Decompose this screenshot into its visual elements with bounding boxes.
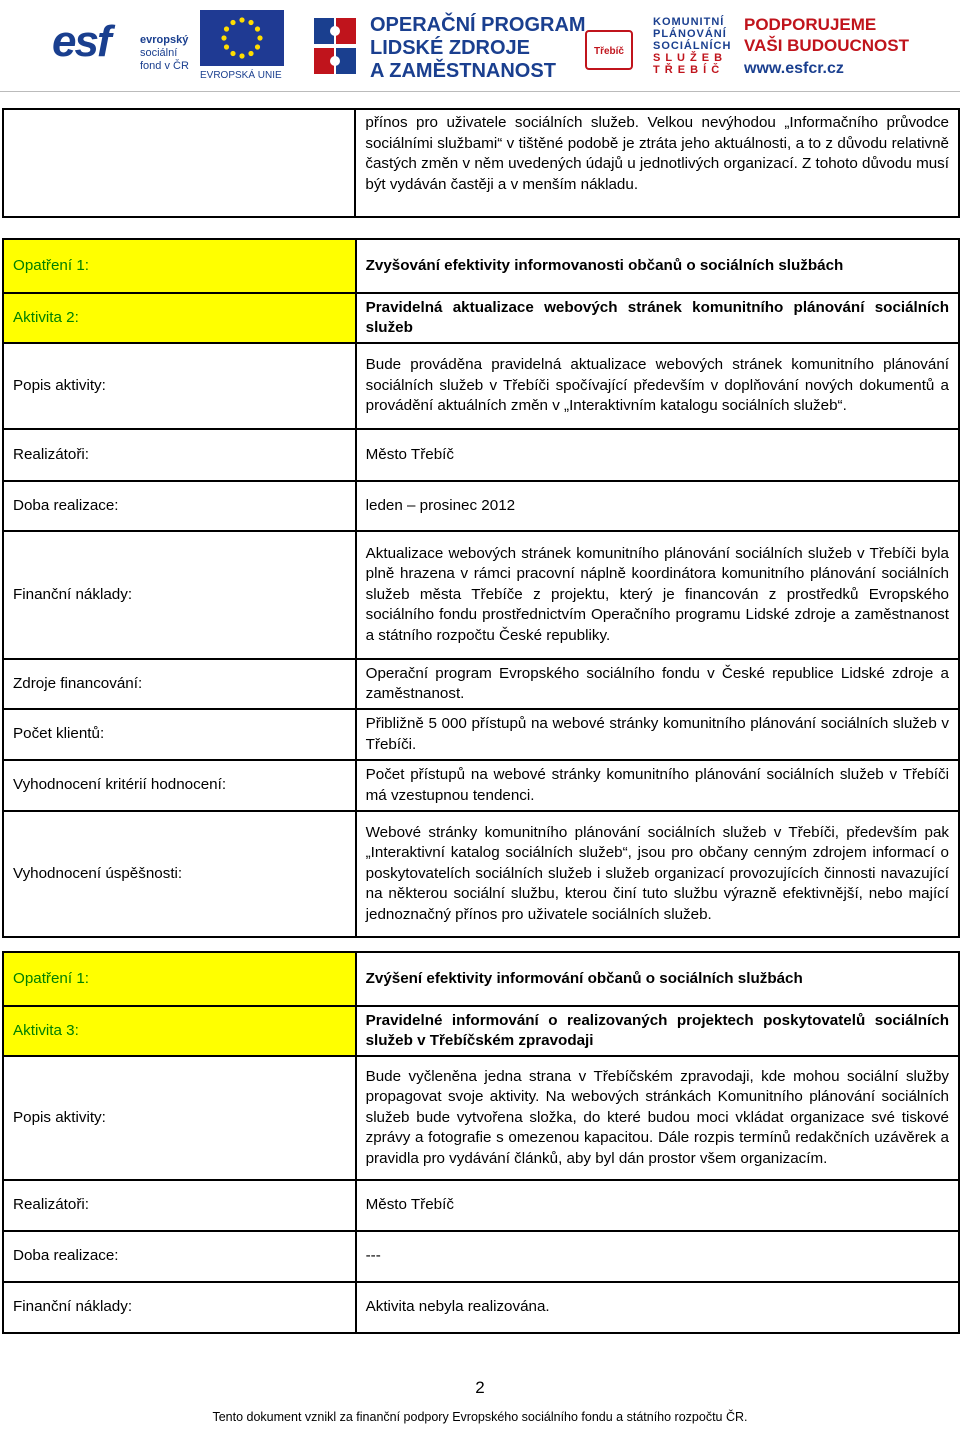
activity-label: Aktivita 3:	[3, 1006, 356, 1056]
description-value: Bude vyčleněna jedna strana v Třebíčském zpravodaji, kde mohou sociální služby propagovat svoje aktivity. Na webových stránkách Komunitního plánování sociálních služeb bude vytvořena složka, do které budou moci vkládat organizace své tiskové zprávy a fotografie s omezenou kapacitou. Dále rozpis termínů redakčních uzávěrek a pravidla pro vydávání článků, aby byl dán prostor všem organizacím.	[356, 1056, 959, 1180]
implementers-value: Město Třebíč	[356, 429, 959, 481]
table-row	[3, 1282, 959, 1333]
eu-logo-label: EVROPSKÁ UNIE	[200, 70, 282, 81]
activity-label: Aktivita 2:	[3, 293, 356, 343]
page-number: 2	[475, 1378, 485, 1397]
description-label: Popis aktivity:	[3, 1056, 356, 1180]
funding-value: Operační program Evropského sociálního fondu v České republice Lidské zdroje a zaměstnanost.	[356, 659, 959, 709]
costs-label: Finanční náklady:	[3, 531, 356, 659]
table-row	[3, 531, 959, 659]
measure-value: Zvýšení efektivity informování občanů o sociálních službách	[356, 952, 959, 1006]
clients-value: Přibližně 5 000 přístupů na webové stránky komunitního plánování sociálních služeb v Třebíči.	[356, 709, 959, 760]
measure-label: Opatření 1:	[3, 952, 356, 1006]
kps-logo-text: KOMUNITNÍ PLÁNOVÁNÍ SOCIÁLNÍCH S L U Ž E B T Ř E B Í Č	[653, 16, 732, 76]
table-row	[3, 429, 959, 481]
table-row	[3, 481, 959, 531]
table-row	[3, 1056, 959, 1180]
page-header	[0, 0, 960, 90]
implementers-label: Realizátoři:	[3, 429, 356, 481]
trebic-badge: Třebíč	[585, 30, 633, 70]
measure-label: Opatření 1:	[3, 239, 356, 293]
duration-label: Doba realizace:	[3, 481, 356, 531]
table-row	[3, 760, 959, 811]
op-lzz-logo	[312, 8, 586, 83]
esf-logo-mark: esf	[52, 17, 110, 66]
continuation-text: přínos pro uživatele sociálních služeb. Velkou nevýhodou „Informačního průvodce sociálními službami“ v tištěné podobě je ztráta jeho aktuálnosti, a to z důvodu relativně častých změn v něm uvedených údajů u jednotlivých organizací. Z tohoto důvodu musí být vydáván častěji a v menším nákladu.	[355, 109, 959, 217]
description-label: Popis aktivity:	[3, 343, 356, 429]
op-puzzle-icon	[312, 16, 360, 78]
activity-2-table	[2, 238, 960, 938]
empty-label-cell	[3, 109, 355, 217]
esf-logo-text: evropský sociální fond v ČR	[140, 34, 189, 72]
slogan-url: www.esfcr.cz	[744, 60, 844, 77]
table-row	[3, 293, 959, 343]
table-row	[3, 709, 959, 760]
activity-3-table	[2, 951, 960, 1334]
table-row	[3, 1006, 959, 1056]
funding-label: Zdroje financování:	[3, 659, 356, 709]
table-row	[3, 1231, 959, 1282]
success-label: Vyhodnocení úspěšnosti:	[3, 811, 356, 937]
criteria-label: Vyhodnocení kritérií hodnocení:	[3, 760, 356, 811]
implementers-value: Město Třebíč	[356, 1180, 959, 1231]
duration-value: ---	[356, 1231, 959, 1282]
measure-value: Zvyšování efektivity informovanosti občanů o sociálních službách	[356, 239, 959, 293]
esf-slogan-logo	[744, 10, 944, 80]
costs-value: Aktualizace webových stránek komunitního plánování sociálních služeb v Třebíči byla plně hrazena v rámci pracovní náplně koordinátora komunitního plánování sociálních služeb města Třebíče z projektu, který je financován z prostředků Evropského sociálního fondu prostřednictvím Operačního programu Lidské zdroje a zaměstnanost a státního rozpočtu České republiky.	[356, 531, 959, 659]
header-divider	[0, 91, 960, 92]
eu-logo	[200, 10, 292, 80]
success-value: Webové stránky komunitního plánování sociálních služeb v Třebíči, především pak „Interaktivní katalog sociálních služeb“, jsou pro občany cenným zdrojem informací o poskytovatelích sociálních služeb i služeb organizací provozujících činnosti navazující na některou sociální službu, kterou činí tuto službu výrazně efektivnější, nebo mající jednoznačný přínos pro uživatele sociálních služeb.	[356, 811, 959, 937]
table-row	[3, 952, 959, 1006]
costs-value: Aktivita nebyla realizována.	[356, 1282, 959, 1333]
esf-logo	[52, 10, 192, 78]
kps-trebic-logo	[585, 10, 735, 80]
eu-flag-icon	[200, 10, 284, 66]
table-row	[3, 811, 959, 937]
duration-label: Doba realizace:	[3, 1231, 356, 1282]
activity-value: Pravidelné informování o realizovaných projektech poskytovatelů sociálních služeb v Třebíčském zpravodaji	[356, 1006, 959, 1056]
clients-label: Počet klientů:	[3, 709, 356, 760]
table-row	[3, 109, 959, 217]
slogan-text: PODPORUJEME VAŠI BUDOUCNOST	[744, 15, 909, 55]
table-row	[3, 659, 959, 709]
activity-table-continued	[2, 108, 960, 218]
table-row	[3, 343, 959, 429]
costs-label: Finanční náklady:	[3, 1282, 356, 1333]
table-row	[3, 239, 959, 293]
implementers-label: Realizátoři:	[3, 1180, 356, 1231]
table-row	[3, 1180, 959, 1231]
op-logo-text: OPERAČNÍ PROGRAM LIDSKÉ ZDROJE A ZAMĚSTNANOST	[370, 14, 586, 82]
criteria-value: Počet přístupů na webové stránky komunitního plánování sociálních služeb v Třebíči má vzestupnou tendenci.	[356, 760, 959, 811]
activity-value: Pravidelná aktualizace webových stránek komunitního plánování sociálních služeb	[356, 293, 959, 343]
duration-value: leden – prosinec 2012	[356, 481, 959, 531]
description-value: Bude prováděna pravidelná aktualizace webových stránek komunitního plánování sociálních služeb v Třebíči spočívající především v doplňování nových dokumentů a provádění aktuálních změn v „Interaktivním katalogu sociálních služeb“.	[356, 343, 959, 429]
footer-note: Tento dokument vznikl za finanční podpory Evropského sociálního fondu a státního rozpočtu ČR.	[212, 1410, 748, 1424]
